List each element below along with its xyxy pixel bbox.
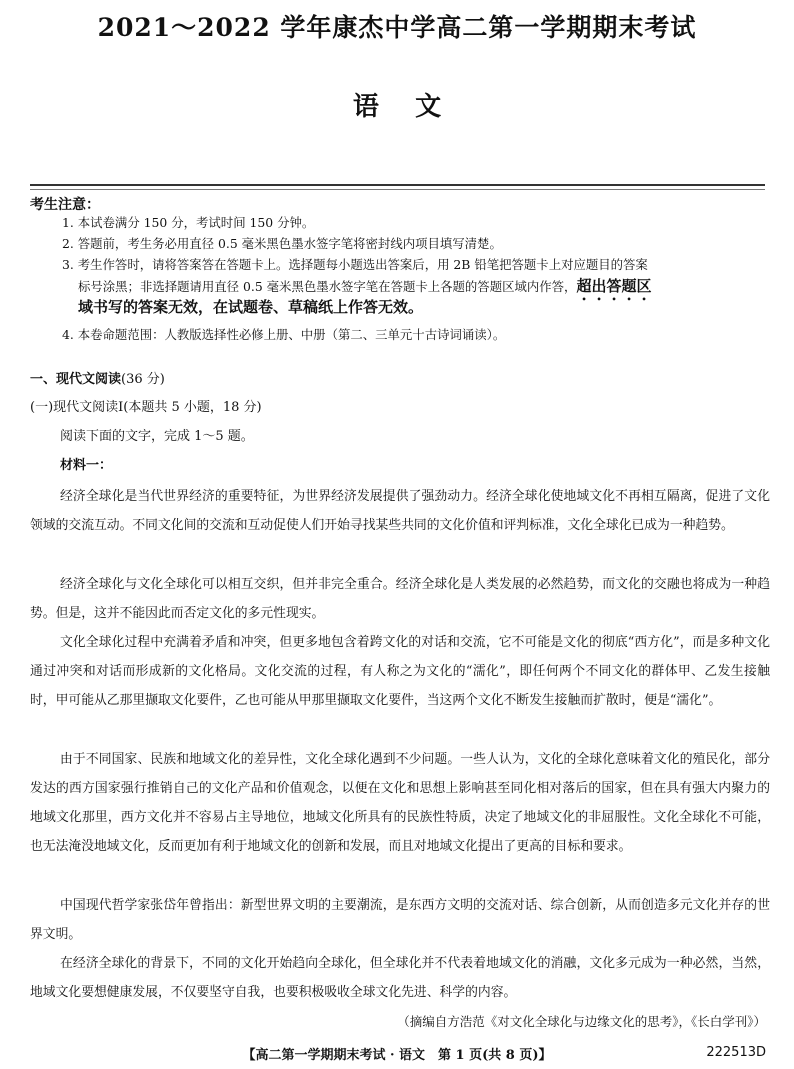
paragraph-1: 经济全球化是当代世界经济的重要特征，为世界经济发展提供了强劲动力。经济全球化使地域文化不再相互隔离，促进了文化领域的交流互动。不同文化间的交流和互动促使人们开始寻找某些共同的文化价值和评判标准，文化全球化已成为一种趋势。 bbox=[30, 489, 770, 533]
subsection-heading: (一)现代文阅读Ⅰ(本题共 5 小题，18 分) bbox=[30, 400, 262, 415]
exam-code: 222513D bbox=[706, 1045, 766, 1060]
notice-item-3-emphasis-1: 超出答题区 bbox=[576, 277, 652, 295]
notice-item-3-line-1: 3. 考生作答时，请将答案答在答题卡上。选择题每小题选出答案后，用 2B 铅笔把答题卡上对应题目的答案 bbox=[62, 257, 648, 272]
paragraph-6: 在经济全球化的背景下，不同的文化开始趋向全球化，但全球化并不代表着地域文化的消融，文化多元成为一种必然，当然，地域文化要想健康发展，不仅要坚守自我，也要积极吸收全球文化先进、科学的内容。 bbox=[30, 956, 770, 1000]
header-divider-thin bbox=[30, 189, 765, 190]
subject-title: 语 文 bbox=[352, 92, 442, 122]
page-footer: 【高二第一学期期末考试 · 语文 第 1 页(共 8 页)】 bbox=[242, 1048, 552, 1063]
exam-title: 2021～2022 学年康杰中学高二第一学期期末考试 bbox=[97, 13, 697, 42]
paragraph-5: 中国现代哲学家张岱年曾指出：新型世界文明的主要潮流，是东西方文明的交流对话、综合创新，从而创造多元文化并存的世界文明。 bbox=[30, 898, 770, 942]
notice-item-3-line-3 bbox=[78, 297, 768, 318]
notice-item-3-emphasis-2: 域书写的答案无效，在试题卷、草稿纸上作答无效。 bbox=[78, 298, 424, 316]
source-citation: （摘编自方浩范《对文化全球化与边缘文化的思考》，《长白学刊》） bbox=[397, 1014, 766, 1029]
notice-item-4: 4. 本卷命题范围：人教版选择性必修上册、中册（第二、三单元十古诗词诵读）。 bbox=[62, 327, 506, 342]
header-divider-thick bbox=[30, 184, 765, 186]
reading-instruction: 阅读下面的文字，完成 1～5 题。 bbox=[60, 429, 254, 444]
material-label: 材料一： bbox=[60, 458, 113, 473]
section-heading bbox=[30, 368, 165, 387]
notice-item-1: 1. 本试卷满分 150 分，考试时间 150 分钟。 bbox=[62, 215, 315, 230]
section-title: 一、现代文阅读 bbox=[30, 372, 122, 387]
paragraph-2: 经济全球化与文化全球化可以相互交织，但并非完全重合。经济全球化是人类发展的必然趋势，而文化的交融也将成为一种趋势。但是，这并不能因此而否定文化的多元性现实。 bbox=[30, 577, 770, 621]
notice-item-2: 2. 答题前，考生务必用直径 0.5 毫米黑色墨水签字笔将密封线内项目填写清楚。 bbox=[62, 236, 502, 251]
notice-item-3-text: 标号涂黑；非选择题请用直径 0.5 毫米黑色墨水签字笔在答题卡上各题的答题区域内作答， bbox=[78, 279, 577, 294]
paragraph-3: 文化全球化过程中充满着矛盾和冲突，但更多地包含着跨文化的对话和交流，它不可能是文化的彻底“西方化”，而是多种文化通过冲突和对话而形成新的文化格局。文化交流的过程，有人称之为文化的“濡化”，即任何两个不同文化的群体甲、乙发生接触时，甲可能从乙那里撷取文化要件，乙也可能从甲那里撷取文化要件，当这两个文化不断发生接触而扩散时，便是“濡化”。 bbox=[30, 635, 770, 708]
notice-heading: 考生注意： bbox=[30, 197, 100, 213]
paragraph-4: 由于不同国家、民族和地域文化的差异性，文化全球化遇到不少问题。一些人认为，文化的全球化意味着文化的殖民化，部分发达的西方国家强行推销自己的文化产品和价值观念，以便在文化和思想上影响甚至同化相对落后的国家，但在具有强大内聚力的地域文化那里，西方文化并不容易占主导地位，地域文化所具有的民族性特质，决定了地域文化的非屈服性。文化全球化不可能，也无法淹没地域文化，反而更加有利于地域文化的创新和发展，而且对地域文化提出了更高的目标和要求。 bbox=[30, 752, 770, 854]
section-score: (36 分) bbox=[121, 372, 165, 387]
